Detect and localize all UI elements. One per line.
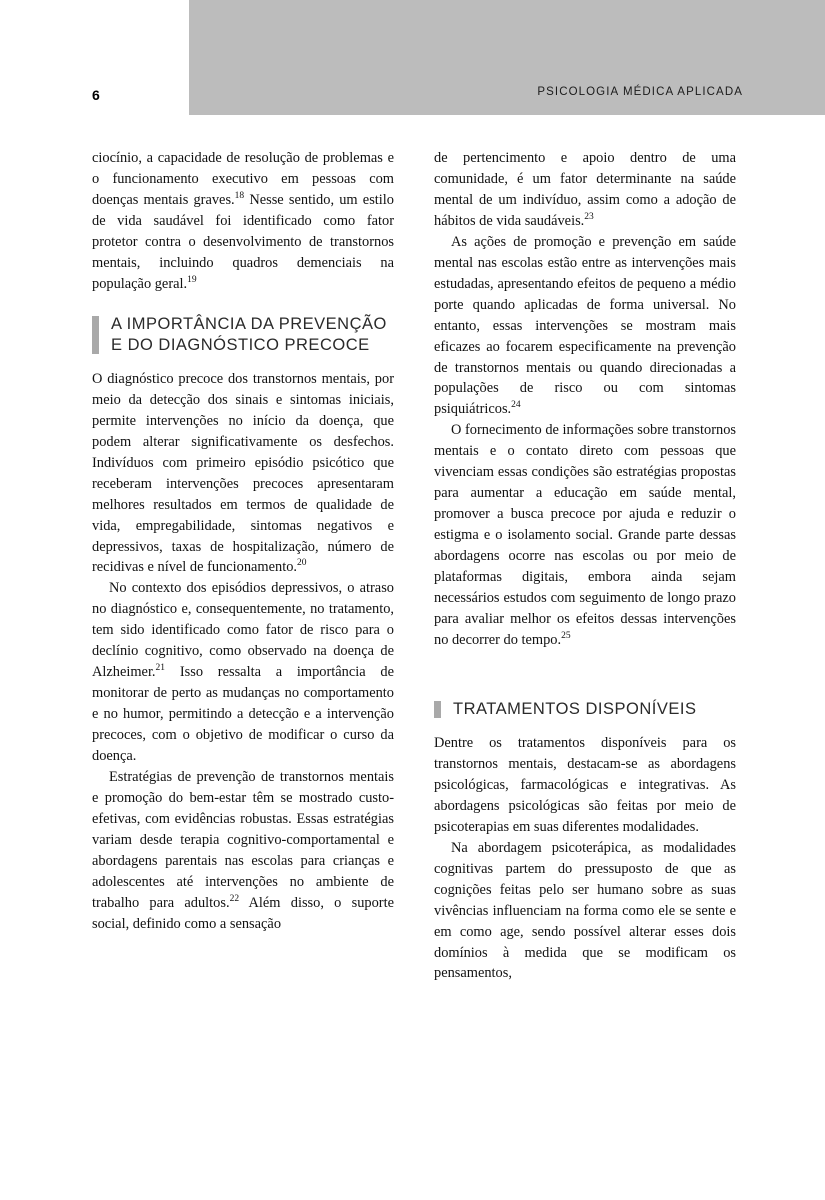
paragraph xyxy=(92,578,394,767)
paragraph xyxy=(434,148,736,232)
running-head: PSICOLOGIA MÉDICA APLICADA xyxy=(537,86,743,98)
page-number: 6 xyxy=(92,87,100,103)
footnote-ref: 24 xyxy=(511,400,521,411)
paragraph-text: Dentre os tratamentos disponíveis para os transtornos mentais, destacam-se as abordagens psicológicas, farmacológicas e integrativas. As abordagens psicológicas são feitas por meio de psicoterapias em suas diferentes modalidades. xyxy=(434,734,736,835)
paragraph-text: As ações de promoção e prevenção em saúde mental nas escolas estão entre as intervenções mais estudadas, apresentando efeitos de pequeno a médio porte quando aplicadas de forma universal. No entanto, essas intervenções se mostram mais eficazes ao focarem especificamente na prevenção de transtornos mentais ou quando direcionadas a populações de risco ou com sintomas psiquiátricos. xyxy=(434,233,736,418)
footnote-ref: 23 xyxy=(584,212,594,223)
paragraph-text: de pertencimento e apoio dentro de uma comunidade, é um fator determinante na saúde mental de um indivíduo, assim como a adoção de hábitos de vida saudáveis. xyxy=(434,150,736,229)
paragraph xyxy=(434,232,736,421)
paragraph-text: O diagnóstico precoce dos transtornos mentais, por meio da detecção dos sinais e sintomas iniciais, permite intervenções no início da doença, que podem alterar significativamente os desfechos. Indivíduos com primeiro episódio psicótico que receberam intervenções precoces apresentaram melhores resultados em termos de qualidade de vida, empregabilidade, sintomas negativos e depressivos, taxas de hospitalização, número de recidivas e nível de funcionamento. xyxy=(92,370,394,576)
paragraph-text: ciocínio, a capacidade de resolução de problemas e o funcionamento executivo em pessoas com doenças mentais graves. xyxy=(92,150,394,208)
paragraph-text: No contexto dos episódios depressivos, o atraso no diagnóstico e, consequentemente, no tratamento, tem sido identificado como fator de risco para o declínio cognitivo, como observado na doença de Alzheimer. xyxy=(92,580,394,681)
paragraph xyxy=(434,420,736,650)
body-columns xyxy=(92,148,737,1133)
paragraph-text-cont: Além disso, o suporte social, definido como a sensação xyxy=(92,894,394,932)
column-right xyxy=(434,148,736,1133)
section-heading-tratamentos: TRATAMENTOS DISPONÍVEIS xyxy=(434,699,736,720)
paragraph-text-cont: Nesse sentido, um estilo de vida saudável foi identificado como fator protetor contra o desenvolvimento de transtornos mentais, incluindo quadros demenciais na população geral. xyxy=(92,191,394,292)
section-heading-prevencao: A IMPORTÂNCIA DA PREVENÇÃO E DO DIAGNÓSTICO PRECOCE xyxy=(92,314,394,356)
footnote-ref: 22 xyxy=(229,893,240,904)
paragraph xyxy=(92,148,394,295)
paragraph-text-cont: Isso ressalta a importância de monitorar de perto as mudanças no comportamento e no humor, permitindo a detecção e a intervenção precoces, com o objetivo de modificar o curso da doença. xyxy=(92,664,394,765)
footnote-ref: 19 xyxy=(187,274,197,285)
footnote-ref: 18 xyxy=(234,191,245,202)
paragraph xyxy=(92,767,394,935)
paragraph xyxy=(92,369,394,579)
paragraph-text: Estratégias de prevenção de transtornos mentais e promoção do bem-estar têm se mostrado custo-efetivas, com evidências robustas. Essas estratégias variam desde terapia cognitivo-comportamental e abordagens parentais nas escolas para crianças e adolescentes até intervenções no ambiente de trabalho para adultos. xyxy=(92,769,394,911)
paragraph-text: Na abordagem psicoterápica, as modalidades cognitivas partem do pressuposto de que as cognições feitas pelo ser humano sobre as suas vivências influenciam na forma como ele se sente e em como age, sendo possível alterar esses dois domínios à medida que se modificam os pensamentos, xyxy=(434,839,736,982)
paragraph-text: O fornecimento de informações sobre transtornos mentais e o contato direto com pessoas que vivenciam essas condições são estratégias propostas para aumentar a educação em saúde mental, promover a busca precoce por ajuda e reduzir o estigma e o isolamento social. Grande parte dessas abordagens ocorre nas escolas ou por meio de plataformas digitais, embora ainda sejam necessários estudos com seguimento de longo prazo para avaliar melhor os efeitos dessas intervenções no decorrer do tempo. xyxy=(434,422,736,648)
column-left xyxy=(92,148,394,1133)
footnote-ref: 20 xyxy=(297,558,307,569)
paragraph xyxy=(434,733,736,838)
footnote-ref: 25 xyxy=(561,631,571,642)
footnote-ref: 21 xyxy=(155,663,166,674)
section-spacer xyxy=(434,651,736,673)
paragraph xyxy=(434,838,736,985)
